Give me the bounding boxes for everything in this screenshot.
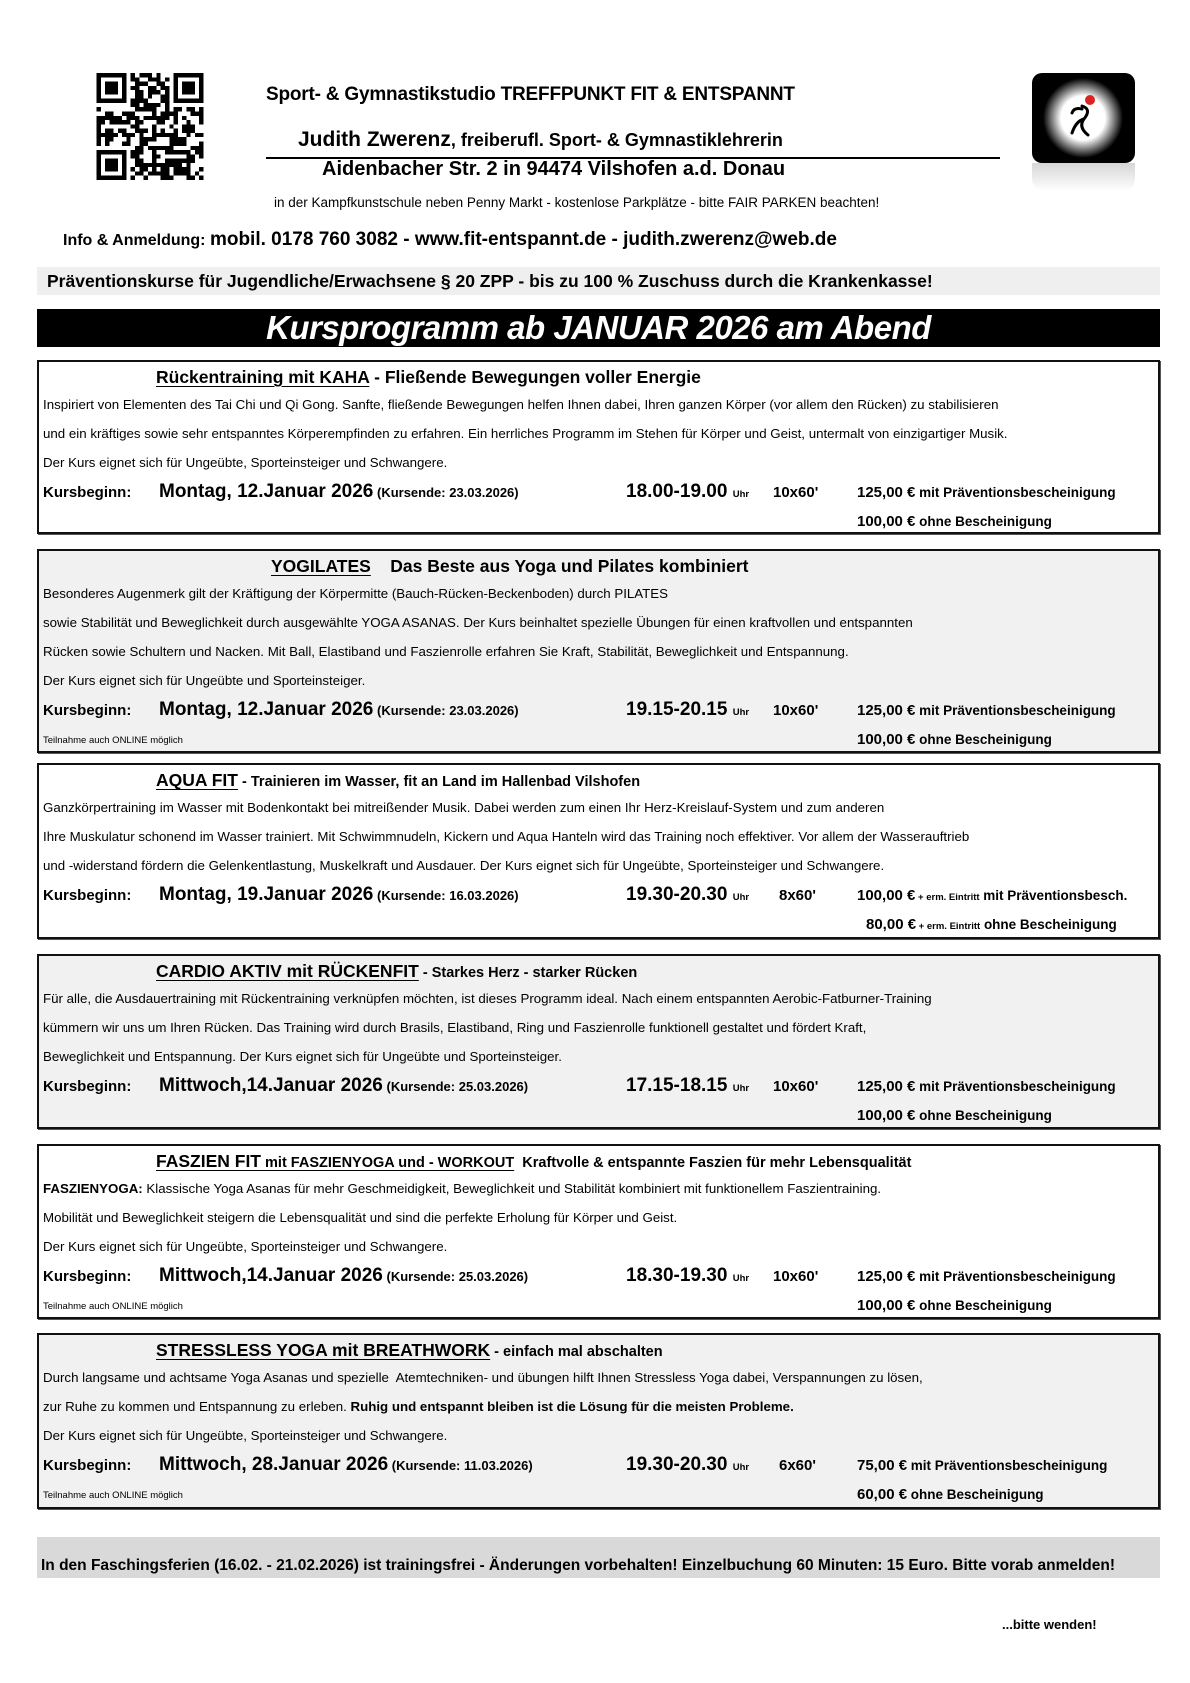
- price-with-certificate: [857, 1078, 1116, 1095]
- price-amount: 100,00 €: [857, 731, 916, 748]
- description-text: Der Kurs eignet sich für Ungeübte, Sporteinsteiger und Schwangere.: [43, 1239, 448, 1254]
- end-date: (Kursende: 23.03.2026): [373, 485, 519, 500]
- session-count: 10x60': [773, 1268, 819, 1285]
- description-text: Klassische Yoga Asanas für mehr Geschmeidigkeit, Beweglichkeit und Stabilität kombiniert mit funktionellem Faszientraining.: [142, 1181, 882, 1196]
- end-date: (Kursende: 11.03.2026): [388, 1458, 533, 1473]
- description-line: [43, 1370, 923, 1385]
- description-line: [43, 991, 932, 1006]
- online-note: Teilnahme auch ONLINE möglich: [43, 1490, 183, 1501]
- course-box: [37, 954, 1160, 1129]
- price-amount: 125,00 €: [857, 1268, 916, 1285]
- price-label: mit Präventionsbescheinigung: [915, 485, 1116, 500]
- teacher: [298, 128, 783, 152]
- price-without-certificate: [857, 513, 1052, 530]
- description-text: Ganzkörpertraining im Wasser mit Bodenkontakt bei mitreißender Musik. Dabei werden zum einen Ihr Herz-Kreislauf-System und zum anderen: [43, 800, 885, 815]
- online-note: Teilnahme auch ONLINE möglich: [43, 1301, 183, 1312]
- program-title: Kursprogramm ab JANUAR 2026 am Abend: [266, 309, 931, 346]
- kursbeginn-label: Kursbeginn:: [43, 887, 132, 904]
- course-title: [271, 556, 749, 577]
- course-title: [156, 770, 640, 791]
- description-line: [43, 829, 969, 844]
- kursbeginn-label: Kursbeginn:: [43, 1078, 132, 1095]
- price-amount: 100,00 €: [857, 1297, 916, 1314]
- description-line: [43, 455, 447, 470]
- description-text: Ihre Muskulatur schonend im Wasser trainiert. Mit Schwimmnudeln, Kickern und Aqua Hanteln wird das Training noch effektiver. Vor allem der Wasserauftrieb: [43, 829, 970, 844]
- studio-name: Sport- & Gymnastikstudio TREFFPUNKT FIT & ENTSPANNT: [266, 84, 795, 105]
- price-with-certificate: [857, 887, 1127, 904]
- description-line: [43, 644, 849, 659]
- price-label: ohne Bescheinigung: [980, 917, 1117, 932]
- price-label: ohne Bescheinigung: [915, 1108, 1052, 1123]
- start-date-value: Montag, 12.Januar 2026: [159, 699, 374, 720]
- kursbeginn-label: Kursbeginn:: [43, 484, 132, 501]
- price-extra: + erm. Eintritt: [916, 921, 981, 932]
- course-name: STRESSLESS YOGA mit BREATHWORK: [156, 1340, 491, 1360]
- prevention-banner: [37, 267, 1160, 295]
- start-date-value: Montag, 12.Januar 2026: [159, 481, 374, 502]
- end-date: (Kursende: 16.03.2026): [373, 888, 519, 903]
- time-value: 18.30-19.30: [626, 1265, 728, 1286]
- price-without-certificate: [857, 1486, 1044, 1503]
- description-text: Durch langsame und achtsame Yoga Asanas und spezielle Atemtechniken- und übungen hilft Ihnen Stressless Yoga dabei, Verspannungen zu lösen,: [43, 1370, 923, 1385]
- uhr-label: Uhr: [732, 489, 750, 500]
- course-time: [626, 1454, 749, 1476]
- kursbeginn-label: Kursbeginn:: [43, 1457, 132, 1474]
- session-count: 10x60': [773, 484, 819, 501]
- description-line: [43, 1181, 881, 1196]
- price-amount: 125,00 €: [857, 1078, 916, 1095]
- time-value: 17.15-18.15: [626, 1075, 728, 1096]
- course-subtitle: Kraftvolle & entspannte Faszien für mehr Lebensqualität: [514, 1155, 912, 1171]
- price-with-certificate: [857, 484, 1116, 501]
- course-box: [37, 1333, 1160, 1509]
- course-name: Rückentraining mit KAHA: [156, 367, 370, 387]
- kursbeginn-label: Kursbeginn:: [43, 1268, 132, 1285]
- price-label: mit Präventionsbesch.: [979, 888, 1128, 903]
- price-amount: 125,00 €: [857, 702, 916, 719]
- time-value: 19.30-20.30: [626, 1454, 728, 1475]
- teacher-name: Judith Zwerenz: [298, 128, 451, 151]
- online-note: Teilnahme auch ONLINE möglich: [43, 735, 183, 746]
- description-line: [43, 1020, 866, 1035]
- qr-code[interactable]: [95, 73, 205, 180]
- end-date: (Kursende: 23.03.2026): [373, 703, 519, 718]
- course-name: CARDIO AKTIV mit RÜCKENFIT: [156, 961, 419, 981]
- description-text: Der Kurs eignet sich für Ungeübte, Sporteinsteiger und Schwangere.: [43, 1428, 448, 1443]
- end-date: (Kursende: 25.03.2026): [382, 1269, 529, 1284]
- description-text: und -widerstand fördern die Gelenkentlastung, Muskelkraft und Ausdauer. Der Kurs eignet sich für Ungeübte, Sporteinsteiger und Schwangere.: [43, 858, 885, 873]
- course-time: [626, 1265, 749, 1287]
- course-title: [156, 367, 701, 388]
- price-label: mit Präventionsbescheinigung: [915, 703, 1116, 718]
- footer-notice-band: [37, 1537, 1160, 1578]
- price-amount: 125,00 €: [857, 484, 916, 501]
- description-text: Beweglichkeit und Entspannung. Der Kurs eignet sich für Ungeübte und Sporteinsteiger.: [43, 1049, 562, 1064]
- course-box: [37, 549, 1160, 753]
- price-label: ohne Bescheinigung: [915, 514, 1052, 529]
- contact-details[interactable]: mobil. 0178 760 3082 - www.fit-entspannt.de - judith.zwerenz@web.de: [209, 229, 837, 250]
- price-with-certificate: [857, 702, 1116, 719]
- description-line: [43, 1239, 447, 1254]
- description-text: Mobilität und Beweglichkeit steigern die Lebensqualität und sind die perfekte Erholung für Körper und Geist.: [43, 1210, 678, 1225]
- time-value: 19.30-20.30: [626, 884, 728, 905]
- course-subtitle: Das Beste aus Yoga und Pilates kombiniert: [370, 556, 749, 576]
- description-line: [43, 1399, 794, 1414]
- start-date-value: Mittwoch, 28.Januar 2026: [159, 1454, 389, 1475]
- price-without-certificate: [857, 731, 1052, 748]
- uhr-label: Uhr: [732, 707, 750, 718]
- course-time: [626, 481, 749, 503]
- course-title: [156, 1340, 663, 1361]
- course-box: [37, 360, 1160, 534]
- price-with-certificate: [857, 1457, 1107, 1474]
- description-text: sowie Stabilität und Beweglichkeit durch ausgewählte YOGA ASANAS. Der Kurs beinhaltet spezielle Übungen für einen kraftvollen und entspannten: [43, 615, 913, 630]
- description-text: zur Ruhe zu kommen und Entspannung zu erleben.: [43, 1399, 351, 1414]
- description-line: [43, 1428, 447, 1443]
- logo-reflection: [1032, 163, 1135, 191]
- course-title: [156, 961, 637, 982]
- description-text: Inspiriert von Elementen des Tai Chi und Qi Gong. Sanfte, fließende Bewegungen helfen Ihnen dabei, Ihren ganzen Körper (vor allem den Rücken) zu stabilisieren: [43, 397, 999, 412]
- description-text: Der Kurs eignet sich für Ungeübte und Sporteinsteiger.: [43, 673, 366, 688]
- price-label: ohne Bescheinigung: [907, 1487, 1044, 1502]
- price-amount: 100,00 €: [857, 887, 916, 904]
- session-count: 10x60': [773, 1078, 819, 1095]
- description-text: kümmern wir uns um Ihren Rücken. Das Training wird durch Brasils, Elastiband, Ring und Faszienrolle funktionell gestaltet und fördert Kraft,: [43, 1020, 867, 1035]
- contact-label: Info & Anmeldung:: [63, 232, 210, 249]
- course-name-extra: mit FASZIENYOGA und - WORKOUT: [261, 1155, 515, 1171]
- price-label: mit Präventionsbescheinigung: [907, 1458, 1108, 1473]
- price-amount: 100,00 €: [857, 513, 916, 530]
- description-text: und ein kräftiges sowie sehr entspanntes Körperempfinden zu erfahren. Ein herrliches Programm im Stehen für Körper und Geist, untermalt von einzigartiger Musik.: [43, 426, 1008, 441]
- price-without-certificate: [857, 1297, 1052, 1314]
- prevention-text: Präventionskurse für Jugendliche/Erwachsene § 20 ZPP - bis zu 100 % Zuschuss durch die Krankenkasse!: [47, 271, 933, 291]
- course-time: [626, 884, 749, 906]
- kursbeginn-label: Kursbeginn:: [43, 702, 132, 719]
- description-text: FASZIENYOGA:: [43, 1181, 143, 1196]
- description-text: Ruhig und entspannt bleiben ist die Lösung für die meisten Probleme.: [350, 1399, 794, 1414]
- price-amount: 80,00 €: [866, 916, 917, 933]
- address: Aidenbacher Str. 2 in 94474 Vilshofen a.d. Donau: [322, 158, 786, 180]
- start-date: [159, 1454, 533, 1476]
- description-line: [43, 397, 999, 412]
- course-box: [37, 1144, 1160, 1319]
- studio-logo: [1032, 73, 1135, 163]
- price-label: ohne Bescheinigung: [915, 732, 1052, 747]
- start-date: [159, 1265, 528, 1287]
- start-date-value: Mittwoch,14.Januar 2026: [159, 1265, 383, 1286]
- start-date: [159, 481, 519, 503]
- start-date: [159, 1075, 528, 1097]
- end-date: (Kursende: 25.03.2026): [382, 1079, 529, 1094]
- course-subtitle: - Trainieren im Wasser, fit an Land im Hallenbad Vilshofen: [237, 774, 641, 790]
- uhr-label: Uhr: [732, 892, 750, 903]
- course-subtitle: - Starkes Herz - starker Rücken: [418, 965, 638, 981]
- session-count: 6x60': [779, 1457, 816, 1474]
- session-count: 10x60': [773, 702, 819, 719]
- price-without-certificate: [857, 1107, 1052, 1124]
- uhr-label: Uhr: [732, 1273, 750, 1284]
- description-line: [43, 1210, 677, 1225]
- course-title: [156, 1151, 911, 1172]
- course-name: YOGILATES: [271, 556, 371, 576]
- price-label: mit Präventionsbescheinigung: [915, 1269, 1116, 1284]
- turn-over-note: ...bitte wenden!: [1002, 1617, 1097, 1632]
- description-text: Rücken sowie Schultern und Nacken. Mit Ball, Elastiband und Faszienrolle erfahren Sie Kraft, Stabilität, Beweglichkeit und Entspannung.: [43, 644, 849, 659]
- price-with-certificate: [857, 1268, 1116, 1285]
- description-line: [43, 858, 884, 873]
- footer-notice: In den Faschingsferien (16.02. - 21.02.2026) ist trainingsfrei - Änderungen vorbehalten! Einzelbuchung 60 Minuten: 15 Euro. Bitte vorab anmelden!: [41, 1557, 1116, 1574]
- course-time: [626, 699, 749, 721]
- uhr-label: Uhr: [732, 1083, 750, 1094]
- description-text: Für alle, die Ausdauertraining mit Rückentraining verknüpfen möchten, ist dieses Programm ideal. Nach einem entspannten Aerobic-Fatburner-Training: [43, 991, 932, 1006]
- description-text: Besonderes Augenmerk gilt der Kräftigung der Körpermitte (Bauch-Rücken-Beckenboden) durch PILATES: [43, 586, 669, 601]
- price-extra: + erm. Eintritt: [915, 892, 980, 903]
- course-subtitle: - einfach mal abschalten: [490, 1344, 663, 1360]
- price-amount: 75,00 €: [857, 1457, 908, 1474]
- price-amount: 100,00 €: [857, 1107, 916, 1124]
- start-date: [159, 884, 519, 906]
- contact-info: [63, 229, 837, 251]
- description-line: [43, 673, 365, 688]
- price-without-certificate: [866, 916, 1117, 933]
- price-label: ohne Bescheinigung: [915, 1298, 1052, 1313]
- location-note: in der Kampfkunstschule neben Penny Markt - kostenlose Parkplätze - bitte FAIR PARKEN beachten!: [274, 195, 880, 210]
- teacher-profession: , freiberufl. Sport- & Gymnastiklehrerin: [450, 130, 783, 150]
- start-date-value: Montag, 19.Januar 2026: [159, 884, 374, 905]
- description-text: Der Kurs eignet sich für Ungeübte, Sporteinsteiger und Schwangere.: [43, 455, 448, 470]
- course-box: [37, 763, 1160, 939]
- description-line: [43, 426, 1008, 441]
- start-date-value: Mittwoch,14.Januar 2026: [159, 1075, 383, 1096]
- uhr-label: Uhr: [732, 1462, 750, 1473]
- price-label: mit Präventionsbescheinigung: [915, 1079, 1116, 1094]
- description-line: [43, 586, 668, 601]
- course-time: [626, 1075, 749, 1097]
- description-line: [43, 615, 913, 630]
- description-line: [43, 800, 884, 815]
- session-count: 8x60': [779, 887, 816, 904]
- time-value: 19.15-20.15: [626, 699, 728, 720]
- course-name: FASZIEN FIT: [156, 1151, 261, 1171]
- program-title-bar: [37, 309, 1160, 347]
- course-subtitle: - Fließende Bewegungen voller Energie: [369, 367, 701, 387]
- time-value: 18.00-19.00: [626, 481, 728, 502]
- price-amount: 60,00 €: [857, 1486, 908, 1503]
- start-date: [159, 699, 519, 721]
- description-line: [43, 1049, 562, 1064]
- course-name: AQUA FIT: [156, 770, 238, 790]
